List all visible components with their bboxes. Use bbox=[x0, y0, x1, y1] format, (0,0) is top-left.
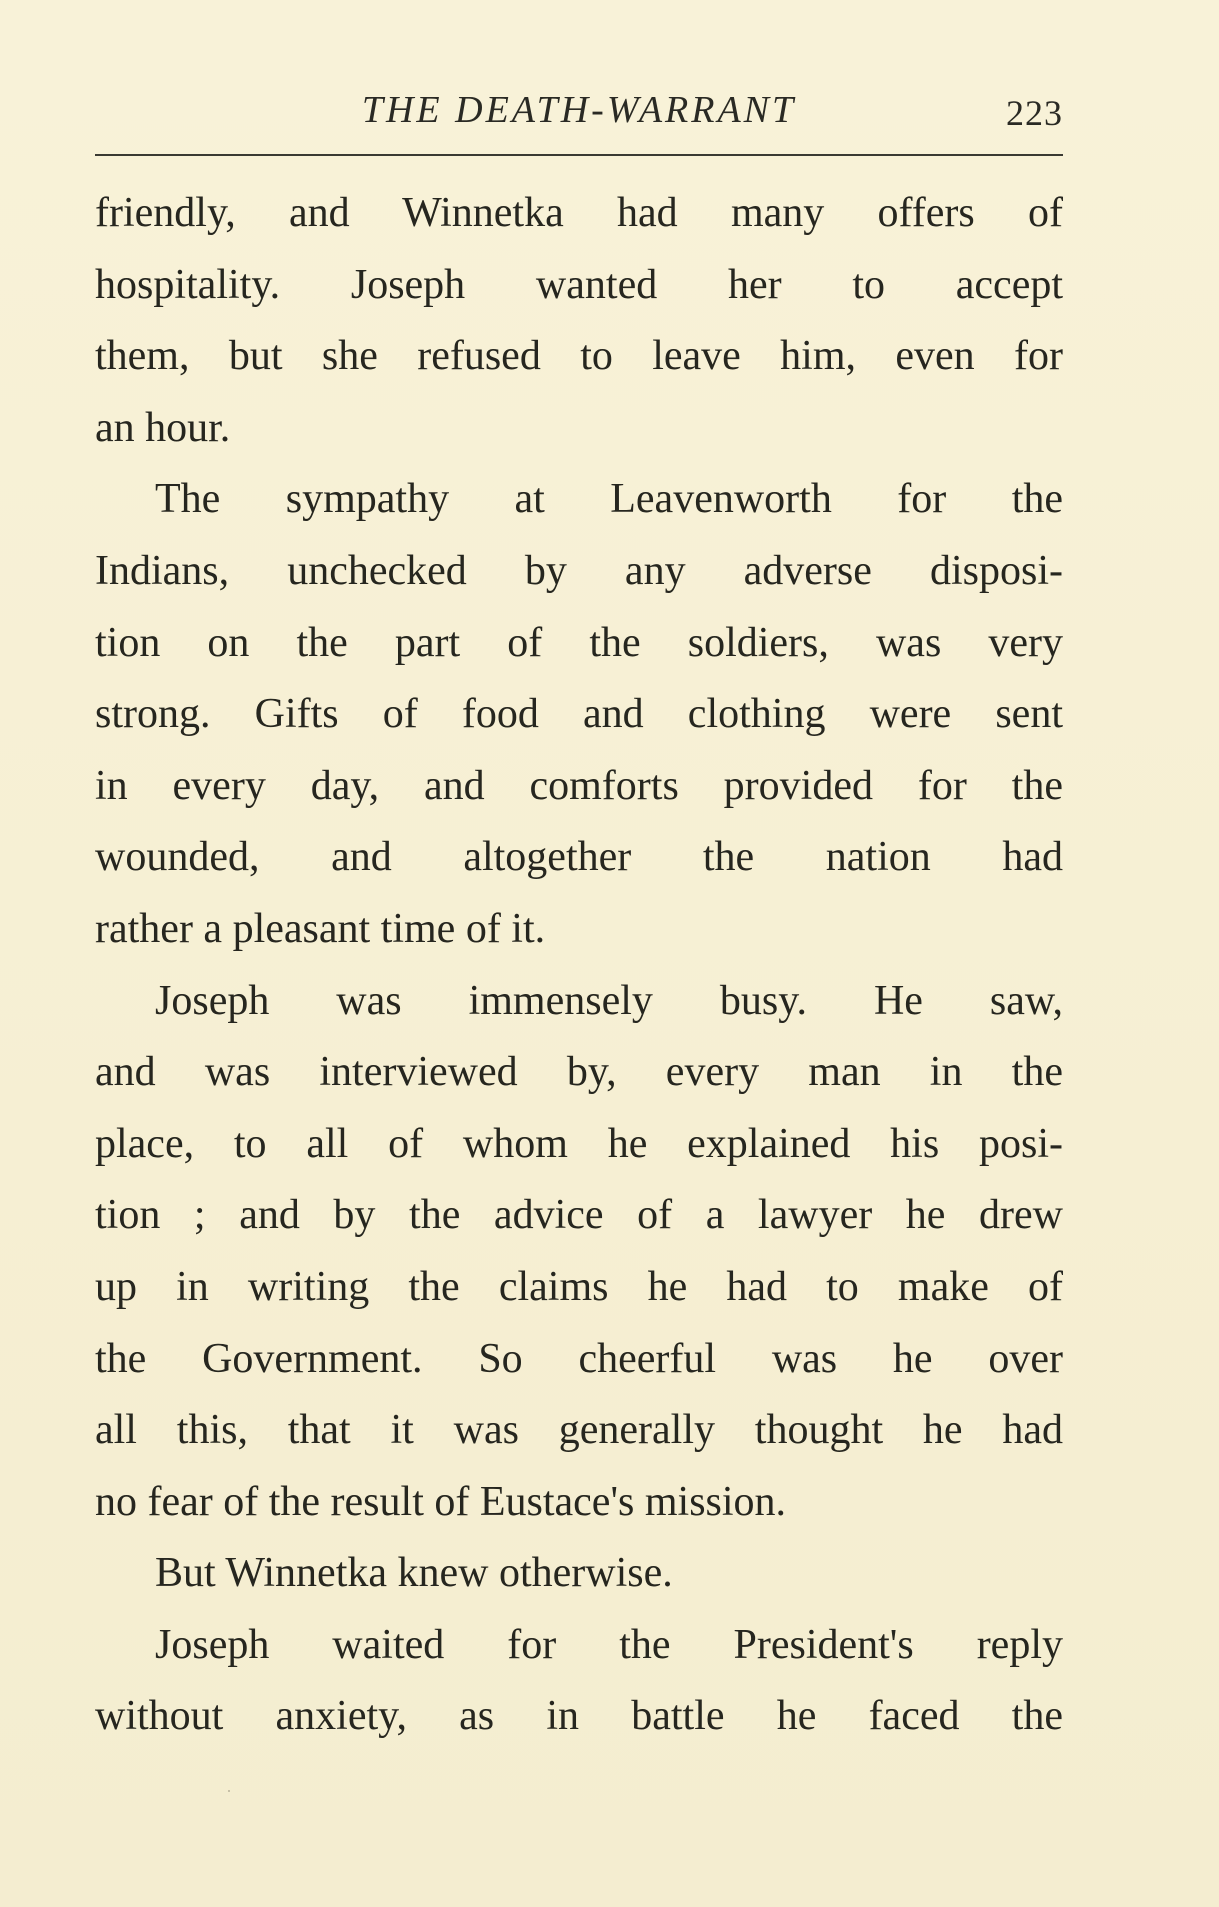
text-line: strong. Gifts of food and clothing were sent bbox=[95, 691, 1063, 738]
header-rule bbox=[95, 154, 1063, 156]
running-head bbox=[95, 88, 1063, 148]
text-line: the Government. So cheerful was he over bbox=[95, 1335, 1063, 1382]
paper-speck bbox=[228, 1790, 230, 1792]
text-line: them, but she refused to leave him, even for bbox=[95, 333, 1063, 380]
text-line: tion on the part of the soldiers, was very bbox=[95, 619, 1063, 666]
text-line: Joseph was immensely busy. He saw, bbox=[155, 977, 1063, 1024]
running-title: THE DEATH-WARRANT bbox=[361, 89, 797, 131]
body-text bbox=[95, 178, 1063, 1753]
text-line: tion ; and by the advice of a lawyer he drew bbox=[95, 1192, 1063, 1239]
text-line: no fear of the result of Eustace's mission. bbox=[95, 1478, 787, 1525]
text-line: in every day, and comforts provided for the bbox=[95, 762, 1063, 809]
text-line: all this, that it was generally thought he had bbox=[95, 1407, 1063, 1454]
text-line: Joseph waited for the President's reply bbox=[155, 1621, 1063, 1668]
text-line: without anxiety, as in battle he faced the bbox=[95, 1693, 1063, 1740]
text-line: friendly, and Winnetka had many offers of bbox=[95, 190, 1063, 236]
text-line: place, to all of whom he explained his posi- bbox=[95, 1120, 1063, 1167]
text-line: The sympathy at Leavenworth for the bbox=[155, 476, 1063, 523]
text-line: an hour. bbox=[95, 404, 231, 451]
text-line: and was interviewed by, every man in the bbox=[95, 1049, 1063, 1096]
text-line: Indians, unchecked by any adverse disposi- bbox=[95, 547, 1063, 594]
text-line: hospitality. Joseph wanted her to accept bbox=[95, 261, 1063, 308]
text-line: wounded, and altogether the nation had bbox=[95, 834, 1063, 881]
text-line: But Winnetka knew otherwise. bbox=[155, 1550, 673, 1597]
text-line: up in writing the claims he had to make of bbox=[95, 1263, 1063, 1310]
text-line: rather a pleasant time of it. bbox=[95, 905, 546, 952]
page-number: 223 bbox=[1006, 93, 1063, 133]
